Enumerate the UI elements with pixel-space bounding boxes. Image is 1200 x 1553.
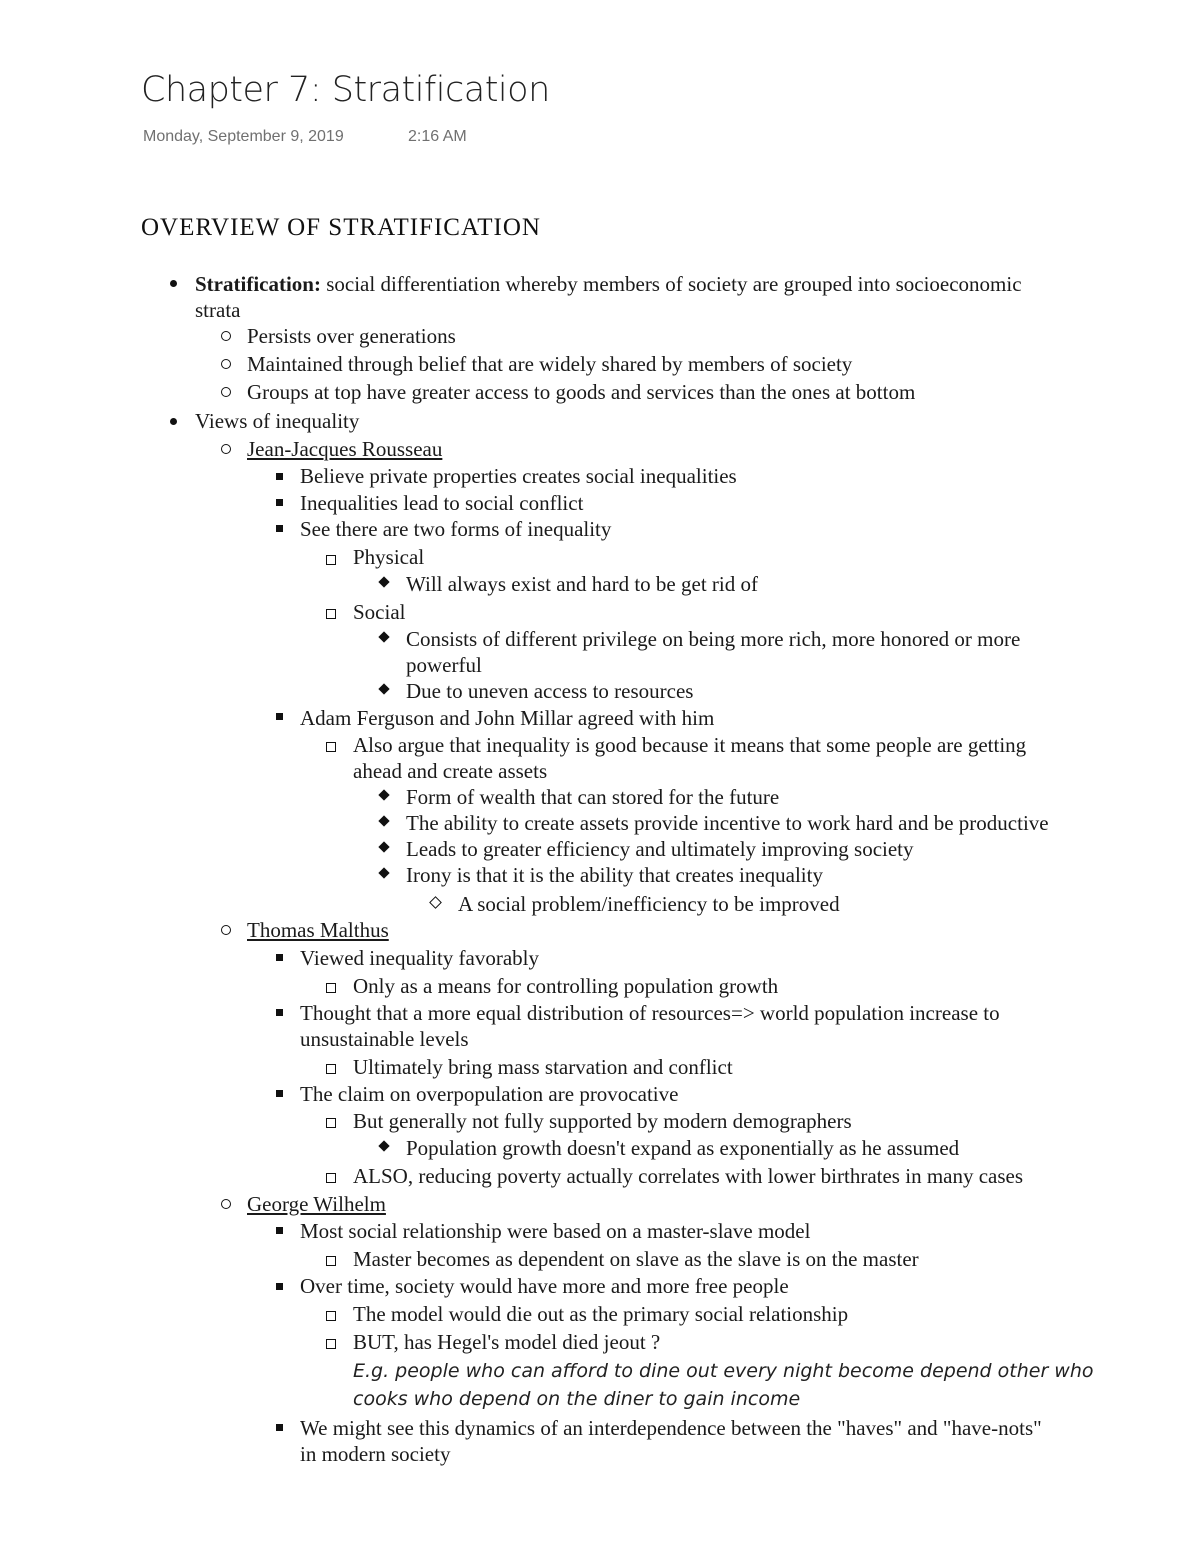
bullet-box-icon	[326, 1339, 336, 1349]
list-item: The model would die out as the primary social relationship	[353, 1302, 849, 1326]
list-item-continuation: ahead and create assets	[353, 759, 548, 783]
bullet-box-icon	[326, 983, 336, 993]
bullet-circle-icon	[221, 331, 231, 341]
list-item: BUT, has Hegel's model died jeout ?	[353, 1330, 661, 1354]
bullet-diamond-icon	[378, 1140, 389, 1151]
bullet-diamond-icon	[378, 631, 389, 642]
bullet-circle-icon	[221, 1199, 231, 1209]
list-item: Form of wealth that can stored for the future	[406, 785, 780, 809]
bullet-square-icon	[276, 499, 283, 506]
bullet-box-icon	[326, 1311, 336, 1321]
bullet-dot-icon	[170, 418, 177, 425]
list-item: Due to uneven access to resources	[406, 679, 694, 703]
section-heading: OVERVIEW OF STRATIFICATION	[141, 214, 541, 241]
list-item-thinker: Jean-Jacques Rousseau	[247, 437, 443, 461]
list-item: Social	[353, 600, 406, 624]
term-label: Stratification:	[195, 272, 321, 296]
list-item: Also argue that inequality is good because it means that some people are getting	[353, 733, 1027, 757]
list-item: But generally not fully supported by modern demographers	[353, 1109, 852, 1133]
list-item: Over time, society would have more and more free people	[300, 1274, 789, 1298]
note-timestamp	[143, 128, 467, 146]
list-item: Most social relationship were based on a master-slave model	[300, 1219, 811, 1243]
list-item: Physical	[353, 545, 425, 569]
bullet-box-icon	[326, 1256, 336, 1266]
list-item: Groups at top have greater access to goods and services than the ones at bottom	[247, 380, 916, 404]
bullet-diamond-icon	[378, 815, 389, 826]
bullet-square-icon	[276, 713, 283, 720]
list-item-continuation: powerful	[406, 653, 482, 677]
list-item: Will always exist and hard to be get rid of	[406, 572, 758, 596]
list-item: Maintained through belief that are widely shared by members of society	[247, 352, 853, 376]
bullet-diamond-icon	[378, 576, 389, 587]
note-time: 2:16 AM	[408, 128, 467, 145]
list-item: Leads to greater efficiency and ultimately improving society	[406, 837, 914, 861]
bullet-square-icon	[276, 1090, 283, 1097]
list-item: The claim on overpopulation are provocative	[300, 1082, 679, 1106]
list-item: Persists over generations	[247, 324, 456, 348]
bullet-square-icon	[276, 1424, 283, 1431]
list-item	[195, 271, 1022, 297]
list-item: ALSO, reducing poverty actually correlates with lower birthrates in many cases	[353, 1164, 1024, 1188]
list-item-continuation: in modern society	[300, 1442, 451, 1466]
bullet-box-icon	[326, 1118, 336, 1128]
bullet-outline-diamond-icon	[429, 896, 442, 909]
handwritten-note-line: cooks who depend on the diner to gain income	[353, 1388, 801, 1410]
list-item-continuation: strata	[195, 298, 241, 322]
list-item: Believe private properties creates social inequalities	[300, 464, 737, 488]
bullet-diamond-icon	[378, 789, 389, 800]
bullet-box-icon	[326, 609, 336, 619]
list-item: Ultimately bring mass starvation and conflict	[353, 1055, 733, 1079]
list-item: Thought that a more equal distribution of resources=> world population increase to	[300, 1001, 1000, 1025]
list-item: Consists of different privilege on being more rich, more honored or more	[406, 627, 1021, 651]
note-date: Monday, September 9, 2019	[143, 128, 344, 145]
list-item: See there are two forms of inequality	[300, 517, 612, 541]
bullet-box-icon	[326, 1173, 336, 1183]
bullet-circle-icon	[221, 359, 231, 369]
bullet-circle-icon	[221, 387, 231, 397]
bullet-diamond-icon	[378, 867, 389, 878]
term-definition: social differentiation whereby members of society are grouped into socioeconomic	[320, 272, 1022, 296]
list-item: Population growth doesn't expand as exponentially as he assumed	[406, 1136, 960, 1160]
list-item: Only as a means for controlling population growth	[353, 974, 779, 998]
list-item: Inequalities lead to social conflict	[300, 491, 584, 515]
list-item: A social problem/inefficiency to be improved	[458, 892, 840, 916]
bullet-diamond-icon	[378, 683, 389, 694]
list-item: Irony is that it is the ability that creates inequality	[406, 863, 823, 887]
bullet-square-icon	[276, 954, 283, 961]
list-item: The ability to create assets provide incentive to work hard and be productive	[406, 811, 1049, 835]
bullet-box-icon	[326, 555, 336, 565]
bullet-diamond-icon	[378, 841, 389, 852]
list-item-thinker: George Wilhelm	[247, 1192, 386, 1216]
bullet-dot-icon	[170, 280, 177, 287]
list-item: Master becomes as dependent on slave as the slave is on the master	[353, 1247, 919, 1271]
list-item: Adam Ferguson and John Millar agreed with him	[300, 706, 715, 730]
bullet-circle-icon	[221, 925, 231, 935]
bullet-square-icon	[276, 473, 283, 480]
handwritten-note-line: E.g. people who can afford to dine out every night become depend other who	[353, 1360, 1094, 1382]
list-item: Views of inequality	[195, 409, 360, 433]
page-title: Chapter 7: Stratification	[141, 70, 550, 110]
bullet-box-icon	[326, 742, 336, 752]
bullet-square-icon	[276, 1227, 283, 1234]
bullet-square-icon	[276, 1283, 283, 1290]
list-item-thinker: Thomas Malthus	[247, 918, 389, 942]
bullet-square-icon	[276, 525, 283, 532]
list-item: We might see this dynamics of an interdependence between the "haves" and "have-nots"	[300, 1416, 1042, 1440]
bullet-box-icon	[326, 1064, 336, 1074]
bullet-circle-icon	[221, 444, 231, 454]
list-item-continuation: unsustainable levels	[300, 1027, 469, 1051]
list-item: Viewed inequality favorably	[300, 946, 539, 970]
bullet-square-icon	[276, 1009, 283, 1016]
